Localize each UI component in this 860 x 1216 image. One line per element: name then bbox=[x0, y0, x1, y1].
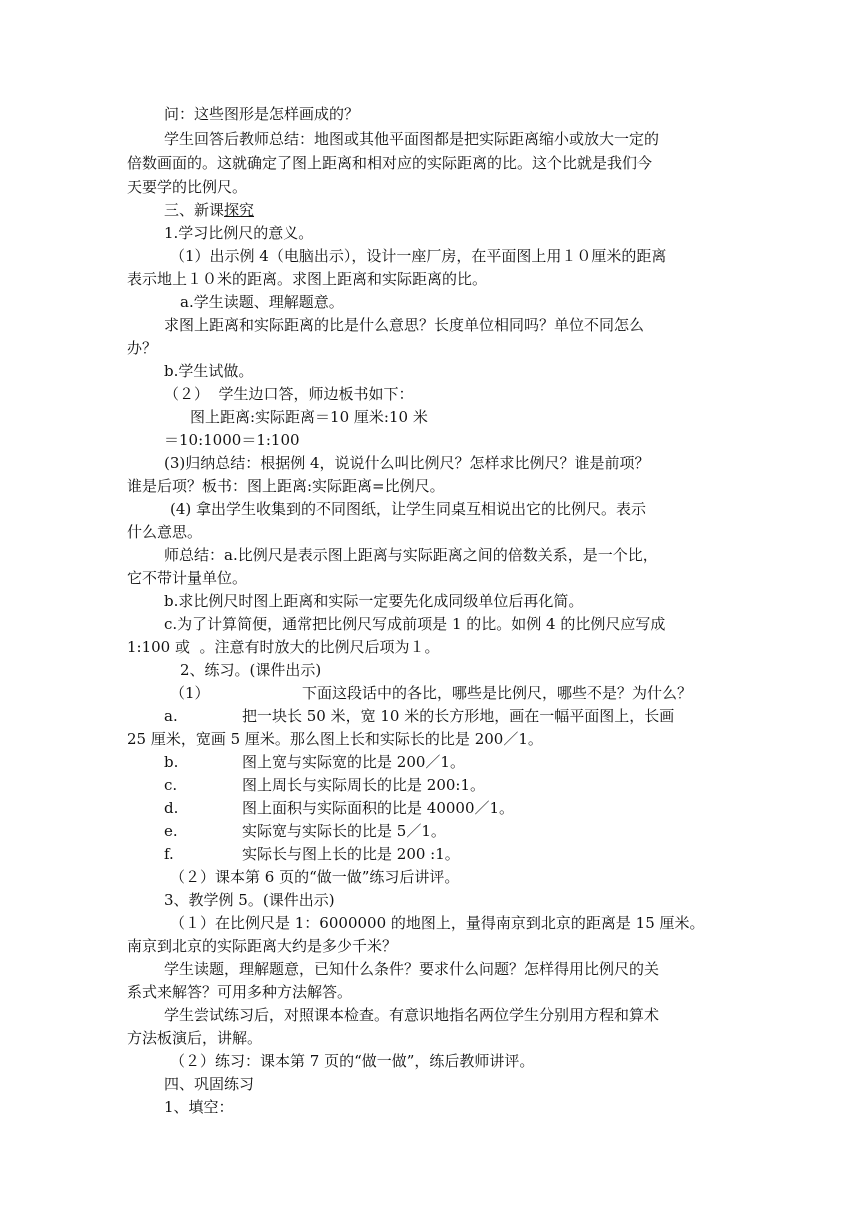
exercise-line bbox=[164, 774, 485, 796]
board-line: ＝10:1000＝1:100 bbox=[164, 431, 300, 449]
paragraph-line: (4) 拿出学生收集到的不同图纸，让学生同桌互相说出它的比例尺。表示 bbox=[170, 500, 647, 518]
item-text: 图上宽与实际宽的比是 200／1。 bbox=[242, 753, 465, 771]
paragraph-line: c.为了计算简便，通常把比例尺写成前项是 1 的比。如例 4 的比例尺应写成 bbox=[164, 615, 666, 633]
exercise-line bbox=[170, 682, 692, 704]
paragraph-line: 求图上距离和实际距离的比是什么意思？长度单位相同吗？单位不同怎么 bbox=[164, 316, 645, 334]
item-marker: （1） bbox=[170, 684, 210, 702]
exercise-line bbox=[164, 820, 446, 842]
item-marker: a. bbox=[164, 707, 178, 725]
paragraph-line: （２）课本第 6 页的“做一做”练习后讲评。 bbox=[170, 868, 460, 886]
subheading: 3、教学例 5。(课件出示) bbox=[164, 891, 335, 909]
paragraph-line: 问：这些图形是怎样画成的？ bbox=[164, 105, 360, 123]
item-marker: b. bbox=[164, 753, 179, 771]
exercise-line bbox=[164, 751, 465, 773]
paragraph-line: 倍数画面的。这就确定了图上距离和相对应的实际距离的比。这个比就是我们今 bbox=[127, 154, 653, 172]
section-heading bbox=[164, 199, 254, 221]
item-marker: c. bbox=[164, 776, 178, 794]
exercise-line: 25 厘米，宽画 5 厘米。那么图上长和实际长的比是 200／1。 bbox=[127, 730, 543, 748]
paragraph-line: 谁是后项？板书：图上距离:实际距离=比例尺。 bbox=[127, 477, 445, 495]
paragraph-line: 方法板演后，讲解。 bbox=[127, 1029, 263, 1047]
paragraph-line: 天要学的比例尺。 bbox=[127, 178, 248, 196]
item-text: 实际长与图上长的比是 200 :1。 bbox=[242, 845, 460, 863]
item-text: 把一块长 50 米，宽 10 米的长方形地，画在一幅平面图上，长画 bbox=[242, 707, 675, 725]
subheading: 2、练习。(课件出示) bbox=[180, 661, 322, 679]
paragraph-line: 办？ bbox=[127, 339, 158, 357]
paragraph-line: 什么意思。 bbox=[127, 523, 203, 541]
item-text: 图上面积与实际面积的比是 40000／1。 bbox=[242, 799, 515, 817]
paragraph-line: 系式来解答？可用多种方法解答。 bbox=[127, 983, 353, 1001]
paragraph-line: 它不带计量单位。 bbox=[127, 569, 248, 587]
underlined-text: 探究 bbox=[224, 201, 255, 219]
subheading: 1、填空： bbox=[164, 1098, 234, 1116]
paragraph-line: 师总结：a.比例尺是表示图上距离与实际距离之间的倍数关系，是一个比， bbox=[164, 546, 658, 564]
paragraph-line: 南京到北京的实际距离大约是多少千米？ bbox=[127, 937, 398, 955]
item-text: 实际宽与实际长的比是 5／1。 bbox=[242, 822, 446, 840]
exercise-line bbox=[164, 797, 514, 819]
section-heading: 四、巩固练习 bbox=[164, 1075, 255, 1093]
board-line: 图上距离:实际距离＝10 厘米:10 米 bbox=[190, 408, 428, 426]
paragraph-line: 学生读题，理解题意，已知什么条件？要求什么问题？怎样得用比例尺的关 bbox=[164, 960, 660, 978]
paragraph-line: （1）出示例 4（电脑出示），设计一座厂房，在平面图上用１０厘米的距离 bbox=[170, 247, 667, 265]
section-heading-text: 三、新课 bbox=[164, 201, 225, 219]
subheading: 1.学习比例尺的意义。 bbox=[164, 224, 314, 242]
item-text: 图上周长与实际周长的比是 200:1。 bbox=[242, 776, 485, 794]
item-marker: d. bbox=[164, 799, 179, 817]
paragraph-line: 学生尝试练习后，对照课本检查。有意识地指名两位学生分别用方程和算术 bbox=[164, 1006, 660, 1024]
paragraph-line: （２）练习：课本第 7 页的“做一做”，练后教师讲评。 bbox=[170, 1052, 535, 1070]
paragraph-line: (3)归纳总结：根据例 4，说说什么叫比例尺？怎样求比例尺？谁是前项？ bbox=[164, 454, 650, 472]
paragraph-line: b.学生试做。 bbox=[164, 362, 254, 380]
paragraph-line: 学生回答后教师总结：地图或其他平面图都是把实际距离缩小或放大一定的 bbox=[164, 130, 660, 148]
paragraph-line: （２） 学生边口答，师边板书如下： bbox=[164, 385, 414, 403]
item-marker: f. bbox=[164, 845, 174, 863]
exercise-line bbox=[164, 705, 674, 727]
exercise-line bbox=[164, 843, 460, 865]
paragraph-line: 表示地上１０米的距离。求图上距离和实际距离的比。 bbox=[127, 270, 488, 288]
paragraph-line: b.求比例尺时图上距离和实际一定要先化成同级单位后再化简。 bbox=[164, 592, 584, 610]
item-text: 下面这段话中的各比，哪些是比例尺，哪些不是？为什么？ bbox=[302, 684, 693, 702]
paragraph-line: （１）在比例尺是 1：6000000 的地图上，量得南京到北京的距离是 15 厘米。 bbox=[170, 914, 705, 932]
paragraph-line: 1:100 或 。注意有时放大的比例尺后项为１。 bbox=[127, 638, 440, 656]
paragraph-line: a.学生读题、理解题意。 bbox=[180, 293, 344, 311]
item-marker: e. bbox=[164, 822, 178, 840]
